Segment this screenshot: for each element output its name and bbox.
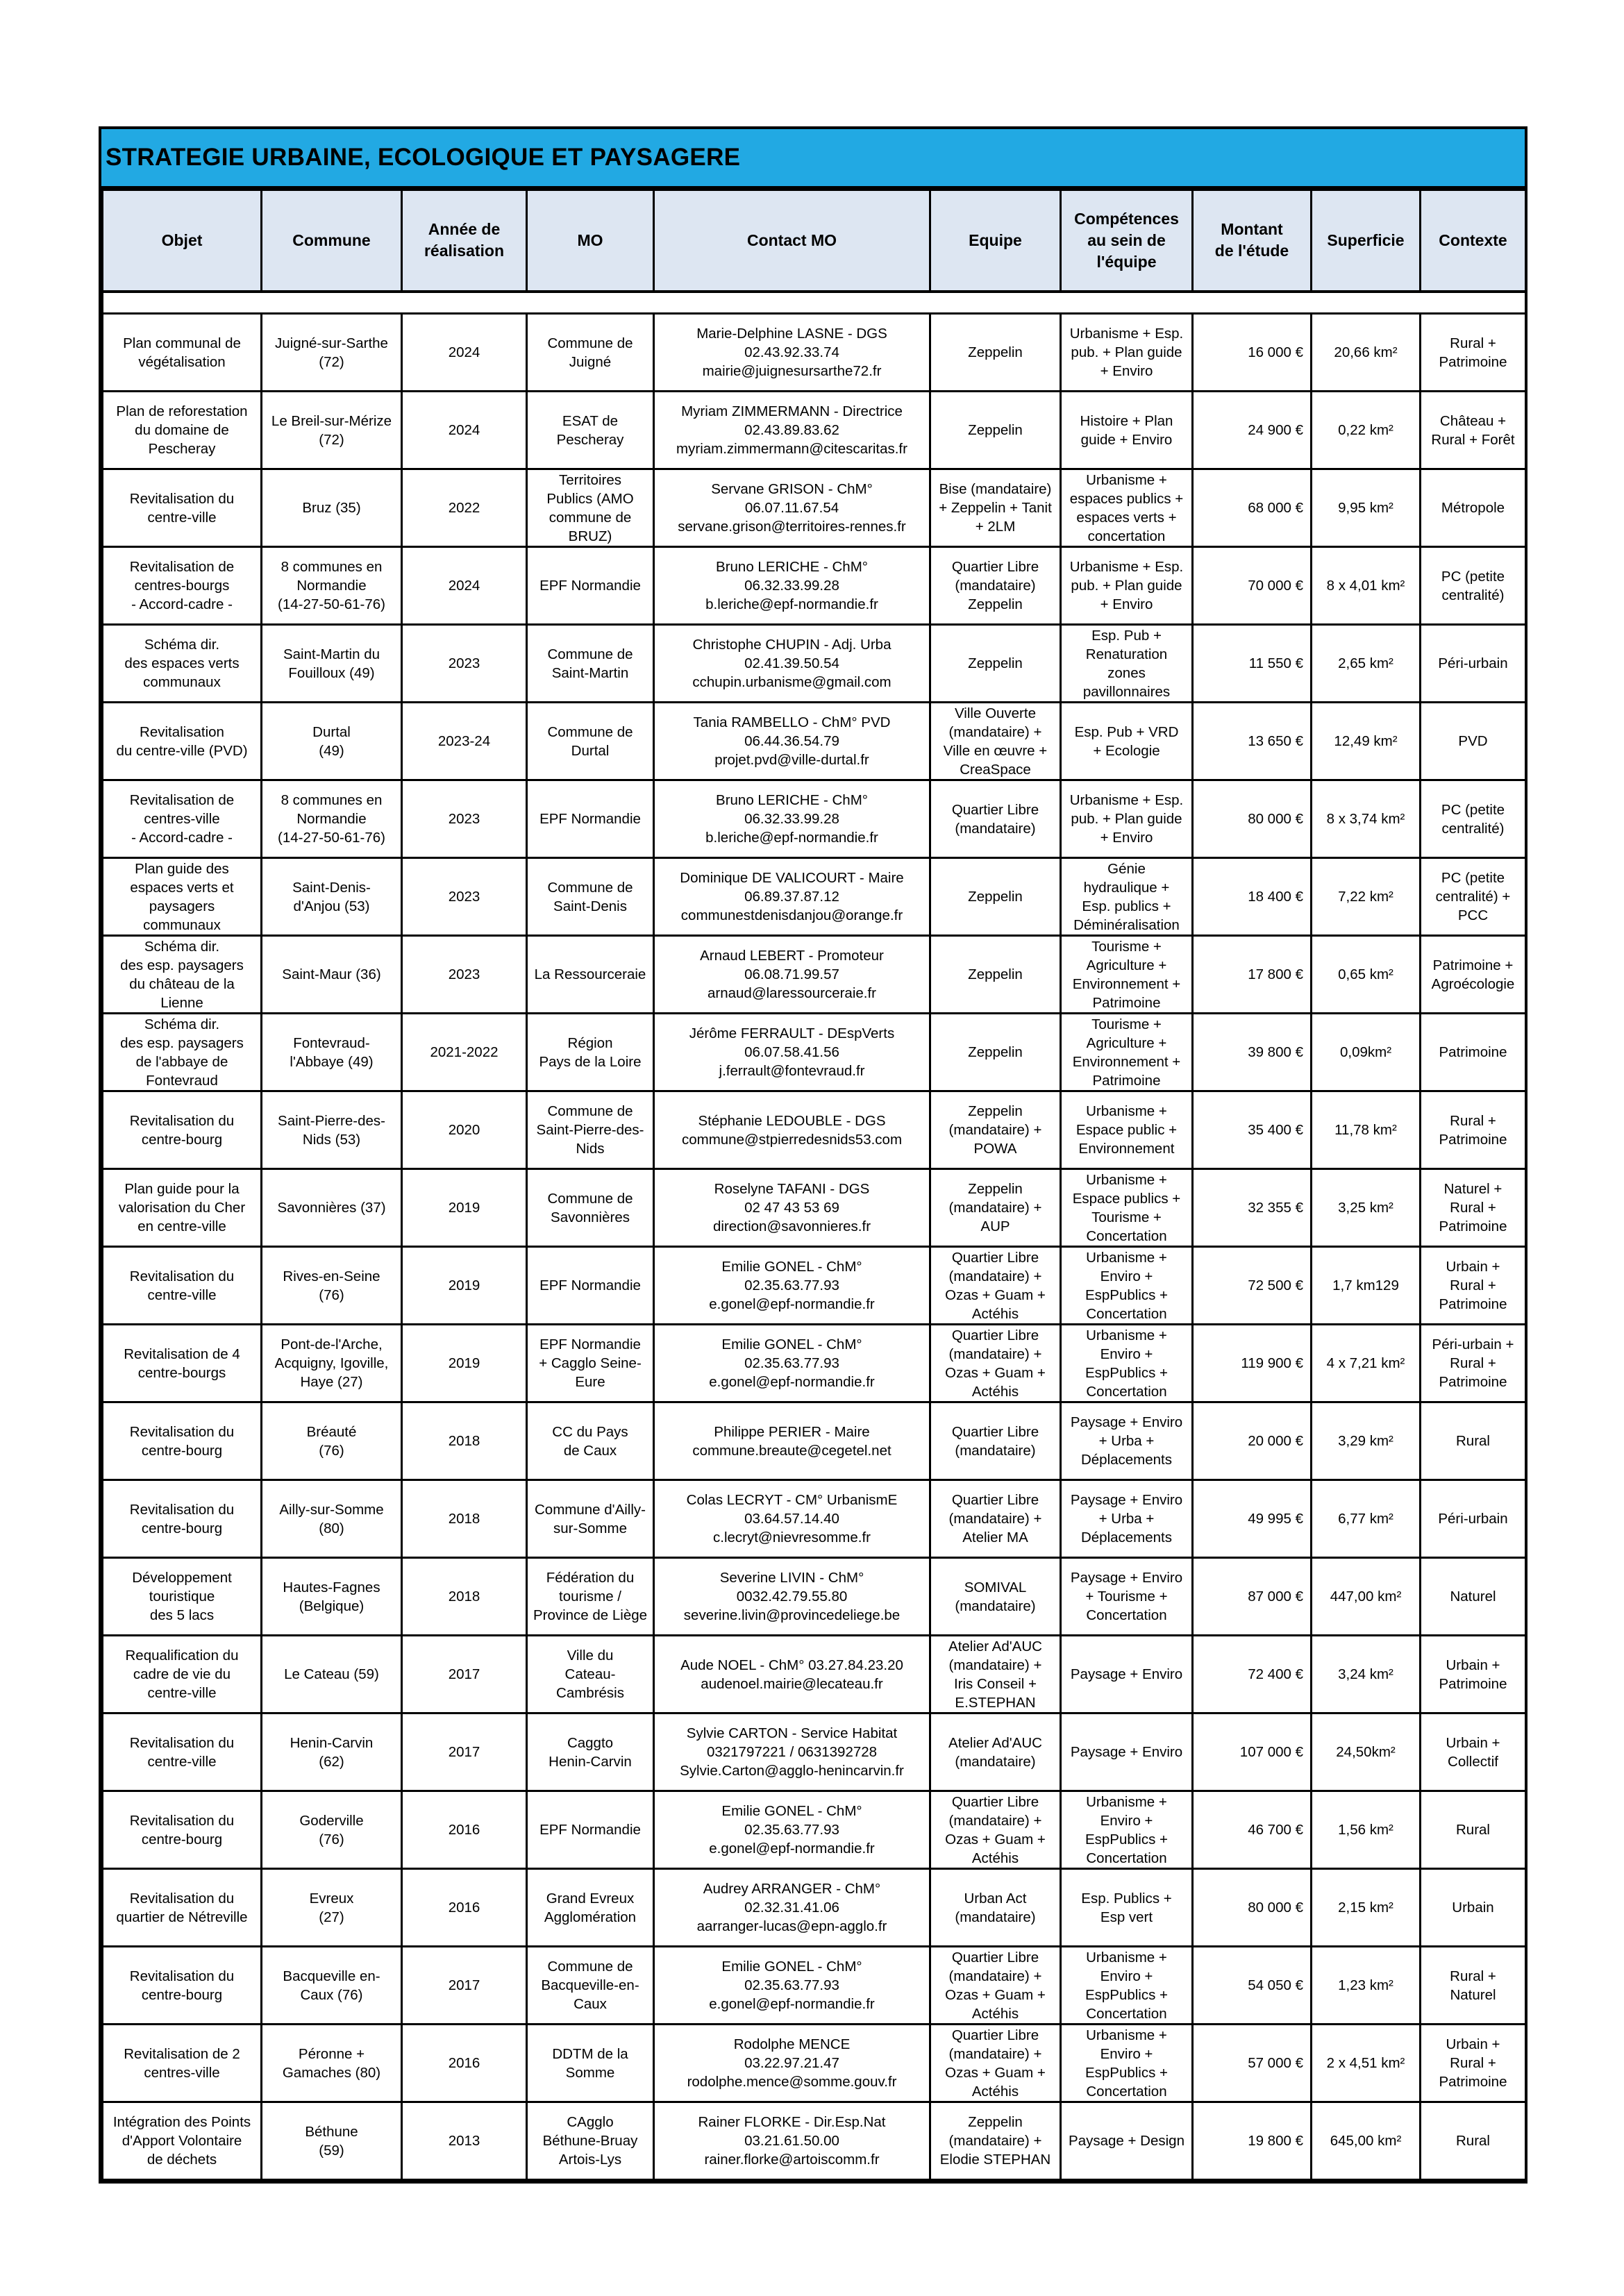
cell-contexte: Rural + Patrimoine [1421, 314, 1526, 392]
cell-annee: 2020 [402, 1091, 527, 1169]
cell-montant: 13 650 € [1193, 703, 1312, 780]
cell-contexte: PVD [1421, 703, 1526, 780]
cell-mo: CC du Pays de Caux [527, 1402, 654, 1480]
cell-superficie: 1,7 km129 [1312, 1247, 1421, 1325]
cell-objet: Revitalisation du centre-bourg [103, 1402, 262, 1480]
table-row [103, 1791, 1526, 1869]
table-row [103, 1713, 1526, 1791]
cell-competences: Urbanisme + Enviro + EspPublics + Concertation [1061, 1247, 1193, 1325]
cell-mo: Commune d'Ailly- sur-Somme [527, 1480, 654, 1558]
cell-commune: Henin-Carvin (62) [262, 1713, 402, 1791]
cell-superficie: 3,24 km² [1312, 1636, 1421, 1713]
cell-contexte: Château + Rural + Forêt [1421, 392, 1526, 469]
cell-superficie: 0,22 km² [1312, 392, 1421, 469]
cell-objet: Plan de reforestation du domaine de Pescheray [103, 392, 262, 469]
cell-superficie: 12,49 km² [1312, 703, 1421, 780]
cell-contact-mo: Emilie GONEL - ChM° 02.35.63.77.93 e.gonel@epf-normandie.fr [654, 1947, 930, 2025]
cell-mo: Région Pays de la Loire [527, 1014, 654, 1091]
cell-equipe: Bise (mandataire) + Zeppelin + Tanit + 2LM [930, 469, 1061, 547]
cell-contact-mo: Audrey ARRANGER - ChM° 02.32.31.41.06 aarranger-lucas@epn-agglo.fr [654, 1869, 930, 1947]
cell-equipe: Quartier Libre (mandataire) Zeppelin [930, 547, 1061, 625]
table-row [103, 314, 1526, 392]
cell-superficie: 11,78 km² [1312, 1091, 1421, 1169]
cell-annee: 2017 [402, 1713, 527, 1791]
cell-superficie: 3,29 km² [1312, 1402, 1421, 1480]
table-row [103, 703, 1526, 780]
header-contact-mo: Contact MO [654, 190, 930, 292]
cell-competences: Urbanisme + espaces publics + espaces verts + concertation [1061, 469, 1193, 547]
cell-contact-mo: Emilie GONEL - ChM° 02.35.63.77.93 e.gonel@epf-normandie.fr [654, 1791, 930, 1869]
cell-objet: Revitalisation du centre-bourg [103, 1947, 262, 2025]
cell-contact-mo: Dominique DE VALICOURT - Maire 06.89.37.87.12 communestdenisdanjou@orange.fr [654, 858, 930, 936]
cell-competences: Urbanisme + Enviro + EspPublics + Concertation [1061, 1947, 1193, 2025]
cell-objet: Revitalisation du centre-ville [103, 1713, 262, 1791]
cell-montant: 24 900 € [1193, 392, 1312, 469]
cell-superficie: 7,22 km² [1312, 858, 1421, 936]
cell-objet: Développement touristique des 5 lacs [103, 1558, 262, 1636]
cell-montant: 70 000 € [1193, 547, 1312, 625]
cell-annee: 2023 [402, 625, 527, 703]
cell-contexte: Rural + Naturel [1421, 1947, 1526, 2025]
cell-mo: EPF Normandie [527, 1247, 654, 1325]
table-row [103, 625, 1526, 703]
cell-contexte: Urbain [1421, 1869, 1526, 1947]
cell-contexte: Péri-urbain [1421, 625, 1526, 703]
cell-mo: Commune de Juigné [527, 314, 654, 392]
cell-objet: Revitalisation de 2 centres-ville [103, 2025, 262, 2102]
cell-equipe: Zeppelin [930, 392, 1061, 469]
cell-competences: Génie hydraulique + Esp. publics + Déminéralisation [1061, 858, 1193, 936]
cell-mo: Commune de Savonnières [527, 1169, 654, 1247]
cell-competences: Urbanisme + Enviro + EspPublics + Concertation [1061, 1325, 1193, 1402]
cell-superficie: 645,00 km² [1312, 2102, 1421, 2180]
table-row [103, 392, 1526, 469]
cell-contexte: Péri-urbain + Rural + Patrimoine [1421, 1325, 1526, 1402]
cell-mo: Commune de Saint-Martin [527, 625, 654, 703]
cell-annee: 2019 [402, 1247, 527, 1325]
cell-commune: Péronne + Gamaches (80) [262, 2025, 402, 2102]
sheet-title: STRATEGIE URBAINE, ECOLOGIQUE ET PAYSAGERE [106, 144, 741, 171]
cell-mo: DDTM de la Somme [527, 2025, 654, 2102]
cell-commune: Bréauté (76) [262, 1402, 402, 1480]
cell-annee: 2016 [402, 1869, 527, 1947]
cell-superficie: 0,65 km² [1312, 936, 1421, 1014]
cell-mo: Commune de Saint-Pierre-des- Nids [527, 1091, 654, 1169]
cell-equipe: Zeppelin [930, 936, 1061, 1014]
cell-mo: Commune de Durtal [527, 703, 654, 780]
cell-contexte: Métropole [1421, 469, 1526, 547]
cell-contact-mo: Sylvie CARTON - Service Habitat 0321797221 / 0631392728 Sylvie.Carton@agglo-henincarvin.fr [654, 1713, 930, 1791]
cell-montant: 72 400 € [1193, 1636, 1312, 1713]
cell-competences: Urbanisme + Enviro + EspPublics + Concertation [1061, 2025, 1193, 2102]
cell-objet: Schéma dir. des esp. paysagers de l'abbaye de Fontevraud [103, 1014, 262, 1091]
cell-objet: Plan guide pour la valorisation du Cher en centre-ville [103, 1169, 262, 1247]
cell-mo: Territoires Publics (AMO commune de BRUZ) [527, 469, 654, 547]
cell-montant: 72 500 € [1193, 1247, 1312, 1325]
cell-objet: Intégration des Points d'Apport Volontaire de déchets [103, 2102, 262, 2180]
header-annee: Année de réalisation [402, 190, 527, 292]
header-row [103, 190, 1526, 292]
cell-mo: Caggto Henin-Carvin [527, 1713, 654, 1791]
cell-equipe: Quartier Libre (mandataire) + Ozas + Guam + Actéhis [930, 2025, 1061, 2102]
table-row [103, 1947, 1526, 2025]
cell-montant: 39 800 € [1193, 1014, 1312, 1091]
header-montant: Montant de l'étude [1193, 190, 1312, 292]
cell-contexte: Naturel + Rural + Patrimoine [1421, 1169, 1526, 1247]
cell-montant: 35 400 € [1193, 1091, 1312, 1169]
cell-objet: Revitalisation de centres-bourgs - Accord-cadre - [103, 547, 262, 625]
cell-equipe: Atelier Ad'AUC (mandataire) [930, 1713, 1061, 1791]
cell-annee: 2018 [402, 1558, 527, 1636]
table-row [103, 2025, 1526, 2102]
cell-objet: Revitalisation du quartier de Nétreville [103, 1869, 262, 1947]
cell-montant: 57 000 € [1193, 2025, 1312, 2102]
cell-contact-mo: Stéphanie LEDOUBLE - DGS commune@stpierredesnids53.com [654, 1091, 930, 1169]
cell-contact-mo: Myriam ZIMMERMANN - Directrice 02.43.89.83.62 myriam.zimmermann@citescaritas.fr [654, 392, 930, 469]
cell-mo: Grand Evreux Agglomération [527, 1869, 654, 1947]
cell-equipe: Quartier Libre (mandataire) + Atelier MA [930, 1480, 1061, 1558]
cell-objet: Revitalisation du centre-ville [103, 469, 262, 547]
cell-competences: Paysage + Enviro [1061, 1713, 1193, 1791]
cell-annee: 2021-2022 [402, 1014, 527, 1091]
table-row [103, 1402, 1526, 1480]
cell-equipe: Urban Act (mandataire) [930, 1869, 1061, 1947]
cell-montant: 32 355 € [1193, 1169, 1312, 1247]
cell-superficie: 2,65 km² [1312, 625, 1421, 703]
cell-contact-mo: Aude NOEL - ChM° 03.27.84.23.20 audenoel.mairie@lecateau.fr [654, 1636, 930, 1713]
cell-superficie: 24,50km² [1312, 1713, 1421, 1791]
cell-annee: 2024 [402, 547, 527, 625]
table-row [103, 1480, 1526, 1558]
cell-contexte: Patrimoine [1421, 1014, 1526, 1091]
cell-contact-mo: Roselyne TAFANI - DGS 02 47 43 53 69 direction@savonnieres.fr [654, 1169, 930, 1247]
cell-contact-mo: Servane GRISON - ChM° 06.07.11.67.54 servane.grison@territoires-rennes.fr [654, 469, 930, 547]
table-body [103, 292, 1526, 2180]
cell-annee: 2023 [402, 780, 527, 858]
cell-contact-mo: Severine LIVIN - ChM° 0032.42.79.55.80 severine.livin@provincedeliege.be [654, 1558, 930, 1636]
cell-competences: Esp. Publics + Esp vert [1061, 1869, 1193, 1947]
table-row [103, 1169, 1526, 1247]
cell-commune: Saint-Denis- d'Anjou (53) [262, 858, 402, 936]
cell-contact-mo: Philippe PERIER - Maire commune.breaute@cegetel.net [654, 1402, 930, 1480]
cell-contexte: Rural [1421, 2102, 1526, 2180]
cell-mo: EPF Normandie [527, 547, 654, 625]
cell-annee: 2016 [402, 1791, 527, 1869]
cell-annee: 2024 [402, 392, 527, 469]
cell-commune: Fontevraud- l'Abbaye (49) [262, 1014, 402, 1091]
cell-objet: Requalification du cadre de vie du centre-ville [103, 1636, 262, 1713]
cell-commune: Evreux (27) [262, 1869, 402, 1947]
spacer-cell [103, 292, 1526, 314]
cell-contact-mo: Christophe CHUPIN - Adj. Urba 02.41.39.50.54 cchupin.urbanisme@gmail.com [654, 625, 930, 703]
header-objet: Objet [103, 190, 262, 292]
cell-equipe: Zeppelin (mandataire) + Elodie STEPHAN [930, 2102, 1061, 2180]
cell-competences: Paysage + Enviro + Urba + Déplacements [1061, 1480, 1193, 1558]
cell-annee: 2018 [402, 1402, 527, 1480]
cell-commune: Saint-Maur (36) [262, 936, 402, 1014]
cell-annee: 2017 [402, 1947, 527, 2025]
cell-commune: Rives-en-Seine (76) [262, 1247, 402, 1325]
cell-competences: Esp. Pub + Renaturation zones pavillonnaires [1061, 625, 1193, 703]
cell-commune: Durtal (49) [262, 703, 402, 780]
cell-montant: 19 800 € [1193, 2102, 1312, 2180]
cell-objet: Revitalisation du centre-ville (PVD) [103, 703, 262, 780]
cell-superficie: 2,15 km² [1312, 1869, 1421, 1947]
cell-equipe: Zeppelin [930, 625, 1061, 703]
table-row [103, 1558, 1526, 1636]
cell-contexte: PC (petite centralité) [1421, 547, 1526, 625]
cell-mo: Commune de Bacqueville-en- Caux [527, 1947, 654, 2025]
cell-competences: Urbanisme + Esp. pub. + Plan guide + Enviro [1061, 780, 1193, 858]
cell-contexte: PC (petite centralité) + PCC [1421, 858, 1526, 936]
cell-mo: CAgglo Béthune-Bruay Artois-Lys [527, 2102, 654, 2180]
cell-commune: 8 communes en Normandie (14-27-50-61-76) [262, 780, 402, 858]
table-row [103, 1014, 1526, 1091]
cell-montant: 80 000 € [1193, 1869, 1312, 1947]
cell-montant: 16 000 € [1193, 314, 1312, 392]
header-commune: Commune [262, 190, 402, 292]
cell-commune: Pont-de-l'Arche, Acquigny, Igoville, Haye (27) [262, 1325, 402, 1402]
cell-commune: Ailly-sur-Somme (80) [262, 1480, 402, 1558]
table-row [103, 1247, 1526, 1325]
cell-annee: 2023 [402, 858, 527, 936]
cell-competences: Paysage + Enviro + Tourisme + Concertation [1061, 1558, 1193, 1636]
cell-competences: Urbanisme + Esp. pub. + Plan guide + Enviro [1061, 547, 1193, 625]
cell-contact-mo: Colas LECRYT - CM° UrbanismE 03.64.57.14.40 c.lecryt@nievresomme.fr [654, 1480, 930, 1558]
cell-mo: La Ressourceraie [527, 936, 654, 1014]
cell-montant: 17 800 € [1193, 936, 1312, 1014]
cell-commune: Le Cateau (59) [262, 1636, 402, 1713]
cell-objet: Revitalisation de 4 centre-bourgs [103, 1325, 262, 1402]
cell-equipe: Zeppelin [930, 1014, 1061, 1091]
cell-equipe: Ville Ouverte (mandataire) + Ville en œuvre + CreaSpace [930, 703, 1061, 780]
cell-equipe: Zeppelin (mandataire) + POWA [930, 1091, 1061, 1169]
cell-contexte: Péri-urbain [1421, 1480, 1526, 1558]
cell-montant: 68 000 € [1193, 469, 1312, 547]
cell-annee: 2019 [402, 1169, 527, 1247]
header-mo: MO [527, 190, 654, 292]
cell-superficie: 20,66 km² [1312, 314, 1421, 392]
cell-competences: Histoire + Plan guide + Enviro [1061, 392, 1193, 469]
cell-equipe: Quartier Libre (mandataire) [930, 780, 1061, 858]
table-row [103, 1636, 1526, 1713]
cell-mo: EPF Normandie + Cagglo Seine- Eure [527, 1325, 654, 1402]
cell-annee: 2013 [402, 2102, 527, 2180]
cell-contact-mo: Arnaud LEBERT - Promoteur 06.08.71.99.57 arnaud@laressourceraie.fr [654, 936, 930, 1014]
cell-competences: Tourisme + Agriculture + Environnement + Patrimoine [1061, 1014, 1193, 1091]
cell-contact-mo: Tania RAMBELLO - ChM° PVD 06.44.36.54.79 projet.pvd@ville-durtal.fr [654, 703, 930, 780]
references-table [101, 189, 1527, 2181]
table-row [103, 2102, 1526, 2180]
cell-contexte: Naturel [1421, 1558, 1526, 1636]
cell-objet: Plan communal de végétalisation [103, 314, 262, 392]
cell-montant: 80 000 € [1193, 780, 1312, 858]
cell-contact-mo: Bruno LERICHE - ChM° 06.32.33.99.28 b.leriche@epf-normandie.fr [654, 547, 930, 625]
cell-annee: 2023 [402, 936, 527, 1014]
cell-annee: 2018 [402, 1480, 527, 1558]
table-row [103, 547, 1526, 625]
cell-competences: Tourisme + Agriculture + Environnement + Patrimoine [1061, 936, 1193, 1014]
cell-equipe: Quartier Libre (mandataire) + Ozas + Guam + Actéhis [930, 1325, 1061, 1402]
table-row [103, 1869, 1526, 1947]
cell-superficie: 447,00 km² [1312, 1558, 1421, 1636]
cell-objet: Schéma dir. des espaces verts communaux [103, 625, 262, 703]
header-superficie: Superficie [1312, 190, 1421, 292]
cell-objet: Revitalisation du centre-ville [103, 1247, 262, 1325]
cell-contexte: Urbain + Rural + Patrimoine [1421, 1247, 1526, 1325]
cell-superficie: 2 x 4,51 km² [1312, 2025, 1421, 2102]
cell-commune: Goderville (76) [262, 1791, 402, 1869]
cell-competences: Urbanisme + Espace public + Environnement [1061, 1091, 1193, 1169]
cell-commune: Bruz (35) [262, 469, 402, 547]
cell-annee: 2019 [402, 1325, 527, 1402]
cell-equipe: Zeppelin [930, 314, 1061, 392]
cell-competences: Urbanisme + Esp. pub. + Plan guide + Enviro [1061, 314, 1193, 392]
cell-equipe: Quartier Libre (mandataire) + Ozas + Guam + Actéhis [930, 1947, 1061, 2025]
cell-mo: ESAT de Pescheray [527, 392, 654, 469]
cell-commune: Le Breil-sur-Mérize (72) [262, 392, 402, 469]
cell-mo: Fédération du tourisme / Province de Liège [527, 1558, 654, 1636]
cell-superficie: 0,09km² [1312, 1014, 1421, 1091]
table-row [103, 469, 1526, 547]
cell-contexte: Patrimoine + Agroécologie [1421, 936, 1526, 1014]
cell-mo: EPF Normandie [527, 780, 654, 858]
cell-equipe: Quartier Libre (mandataire) + Ozas + Guam + Actéhis [930, 1247, 1061, 1325]
cell-annee: 2016 [402, 2025, 527, 2102]
cell-equipe: Quartier Libre (mandataire) [930, 1402, 1061, 1480]
cell-contexte: Rural [1421, 1402, 1526, 1480]
table-row [103, 936, 1526, 1014]
cell-annee: 2023-24 [402, 703, 527, 780]
cell-superficie: 9,95 km² [1312, 469, 1421, 547]
cell-objet: Plan guide des espaces verts et paysagers communaux [103, 858, 262, 936]
reference-sheet [99, 126, 1527, 2184]
cell-competences: Urbanisme + Enviro + EspPublics + Concertation [1061, 1791, 1193, 1869]
cell-montant: 18 400 € [1193, 858, 1312, 936]
cell-contact-mo: Jérôme FERRAULT - DEspVerts 06.07.58.41.56 j.ferrault@fontevraud.fr [654, 1014, 930, 1091]
cell-superficie: 8 x 3,74 km² [1312, 780, 1421, 858]
cell-competences: Esp. Pub + VRD + Ecologie [1061, 703, 1193, 780]
cell-contact-mo: Rodolphe MENCE 03.22.97.21.47 rodolphe.mence@somme.gouv.fr [654, 2025, 930, 2102]
table-row [103, 1325, 1526, 1402]
cell-superficie: 6,77 km² [1312, 1480, 1421, 1558]
cell-equipe: Quartier Libre (mandataire) + Ozas + Guam + Actéhis [930, 1791, 1061, 1869]
cell-objet: Revitalisation du centre-bourg [103, 1480, 262, 1558]
header-competences: Compétences au sein de l'équipe [1061, 190, 1193, 292]
cell-commune: Saint-Martin du Fouilloux (49) [262, 625, 402, 703]
cell-montant: 20 000 € [1193, 1402, 1312, 1480]
table-row [103, 1091, 1526, 1169]
cell-contexte: PC (petite centralité) [1421, 780, 1526, 858]
cell-competences: Paysage + Enviro + Urba + Déplacements [1061, 1402, 1193, 1480]
cell-annee: 2022 [402, 469, 527, 547]
cell-mo: Ville du Cateau- Cambrésis [527, 1636, 654, 1713]
cell-contexte: Rural [1421, 1791, 1526, 1869]
cell-objet: Schéma dir. des esp. paysagers du château de la Lienne [103, 936, 262, 1014]
cell-contact-mo: Bruno LERICHE - ChM° 06.32.33.99.28 b.leriche@epf-normandie.fr [654, 780, 930, 858]
cell-montant: 87 000 € [1193, 1558, 1312, 1636]
table-row [103, 858, 1526, 936]
cell-equipe: Atelier Ad'AUC (mandataire) + Iris Conseil + E.STEPHAN [930, 1636, 1061, 1713]
spacer-row [103, 292, 1526, 314]
cell-commune: Juigné-sur-Sarthe (72) [262, 314, 402, 392]
table-row [103, 780, 1526, 858]
cell-commune: Saint-Pierre-des- Nids (53) [262, 1091, 402, 1169]
cell-contexte: Urbain + Patrimoine [1421, 1636, 1526, 1713]
cell-contexte: Urbain + Collectif [1421, 1713, 1526, 1791]
cell-montant: 11 550 € [1193, 625, 1312, 703]
cell-equipe: SOMIVAL (mandataire) [930, 1558, 1061, 1636]
cell-annee: 2024 [402, 314, 527, 392]
cell-superficie: 1,56 km² [1312, 1791, 1421, 1869]
cell-competences: Paysage + Design [1061, 2102, 1193, 2180]
cell-competences: Urbanisme + Espace publics + Tourisme + Concertation [1061, 1169, 1193, 1247]
cell-superficie: 8 x 4,01 km² [1312, 547, 1421, 625]
cell-montant: 54 050 € [1193, 1947, 1312, 2025]
cell-equipe: Zeppelin (mandataire) + AUP [930, 1169, 1061, 1247]
cell-superficie: 4 x 7,21 km² [1312, 1325, 1421, 1402]
cell-commune: Savonnières (37) [262, 1169, 402, 1247]
cell-superficie: 3,25 km² [1312, 1169, 1421, 1247]
cell-montant: 49 995 € [1193, 1480, 1312, 1558]
header-contexte: Contexte [1421, 190, 1526, 292]
cell-objet: Revitalisation de centres-ville - Accord-cadre - [103, 780, 262, 858]
cell-mo: Commune de Saint-Denis [527, 858, 654, 936]
cell-equipe: Zeppelin [930, 858, 1061, 936]
title-bar [101, 129, 1525, 189]
cell-montant: 107 000 € [1193, 1713, 1312, 1791]
cell-contact-mo: Emilie GONEL - ChM° 02.35.63.77.93 e.gonel@epf-normandie.fr [654, 1325, 930, 1402]
cell-objet: Revitalisation du centre-bourg [103, 1091, 262, 1169]
header-equipe: Equipe [930, 190, 1061, 292]
cell-commune: 8 communes en Normandie (14-27-50-61-76) [262, 547, 402, 625]
cell-commune: Bacqueville en- Caux (76) [262, 1947, 402, 2025]
cell-competences: Paysage + Enviro [1061, 1636, 1193, 1713]
cell-contact-mo: Rainer FLORKE - Dir.Esp.Nat 03.21.61.50.00 rainer.florke@artoiscomm.fr [654, 2102, 930, 2180]
cell-objet: Revitalisation du centre-bourg [103, 1791, 262, 1869]
cell-superficie: 1,23 km² [1312, 1947, 1421, 2025]
cell-mo: EPF Normandie [527, 1791, 654, 1869]
cell-contexte: Urbain + Rural + Patrimoine [1421, 2025, 1526, 2102]
cell-montant: 46 700 € [1193, 1791, 1312, 1869]
cell-montant: 119 900 € [1193, 1325, 1312, 1402]
cell-contexte: Rural + Patrimoine [1421, 1091, 1526, 1169]
cell-commune: Hautes-Fagnes (Belgique) [262, 1558, 402, 1636]
cell-contact-mo: Marie-Delphine LASNE - DGS 02.43.92.33.74 mairie@juignesursarthe72.fr [654, 314, 930, 392]
cell-contact-mo: Emilie GONEL - ChM° 02.35.63.77.93 e.gonel@epf-normandie.fr [654, 1247, 930, 1325]
cell-commune: Béthune (59) [262, 2102, 402, 2180]
cell-annee: 2017 [402, 1636, 527, 1713]
